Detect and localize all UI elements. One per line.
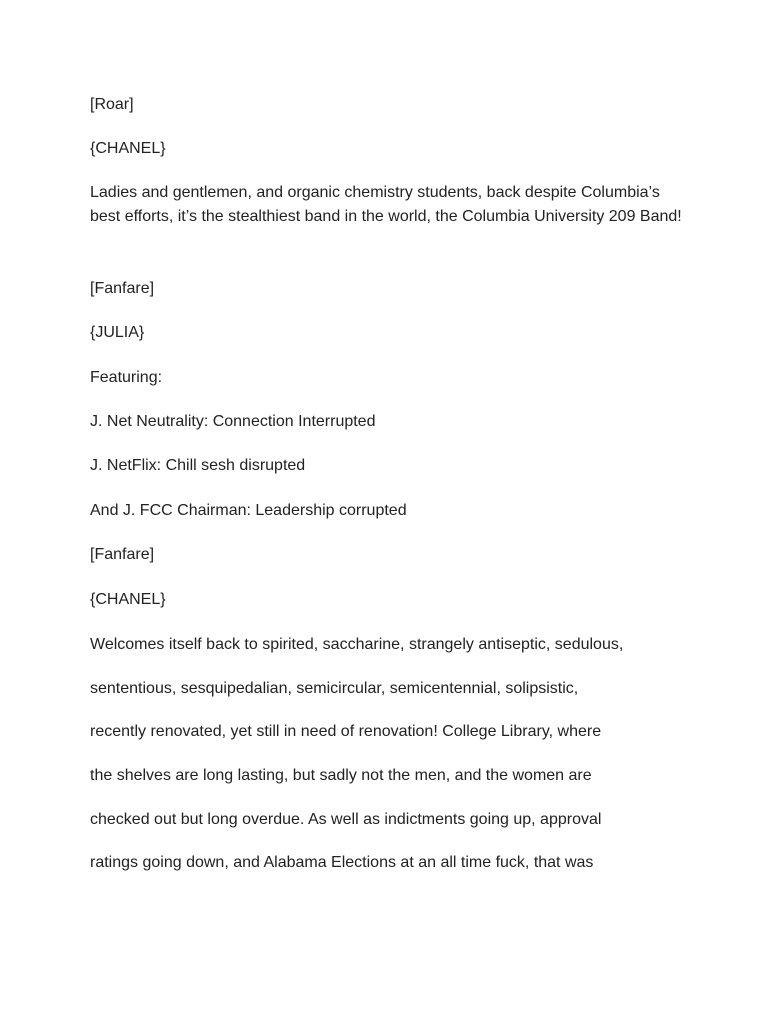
- body-line: checked out but long overdue. As well as indictments going up, approval: [90, 811, 602, 828]
- body-line: Welcomes itself back to spirited, saccharine, strangely antiseptic, sedulous,: [90, 636, 624, 653]
- stage-direction-roar: [Roar]: [90, 96, 134, 113]
- speaker-chanel: {CHANEL}: [90, 591, 166, 608]
- body-line: sententious, sesquipedalian, semicircular, semicentennial, solipsistic,: [90, 680, 579, 697]
- featuring-item: J. Net Neutrality: Connection Interrupted: [90, 413, 376, 430]
- featuring-item: J. NetFlix: Chill sesh disrupted: [90, 457, 306, 474]
- speaker-chanel: {CHANEL}: [90, 140, 166, 157]
- body-line: the shelves are long lasting, but sadly not the men, and the women are: [90, 767, 592, 784]
- featuring-item: And J. FCC Chairman: Leadership corrupted: [90, 502, 407, 519]
- body-line: ratings going down, and Alabama Elections at an all time fuck, that was: [90, 854, 594, 871]
- intro-paragraph: Ladies and gentlemen, and organic chemistry students, back despite Columbia’s best efforts, it’s the stealthiest band in the world, the Columbia University 209 Band!: [90, 184, 682, 225]
- featuring-heading: Featuring:: [90, 369, 163, 386]
- stage-direction-fanfare: [Fanfare]: [90, 546, 155, 563]
- body-line: recently renovated, yet still in need of renovation! College Library, where: [90, 723, 602, 740]
- speaker-julia: {JULIA}: [90, 324, 145, 341]
- stage-direction-fanfare: [Fanfare]: [90, 280, 155, 297]
